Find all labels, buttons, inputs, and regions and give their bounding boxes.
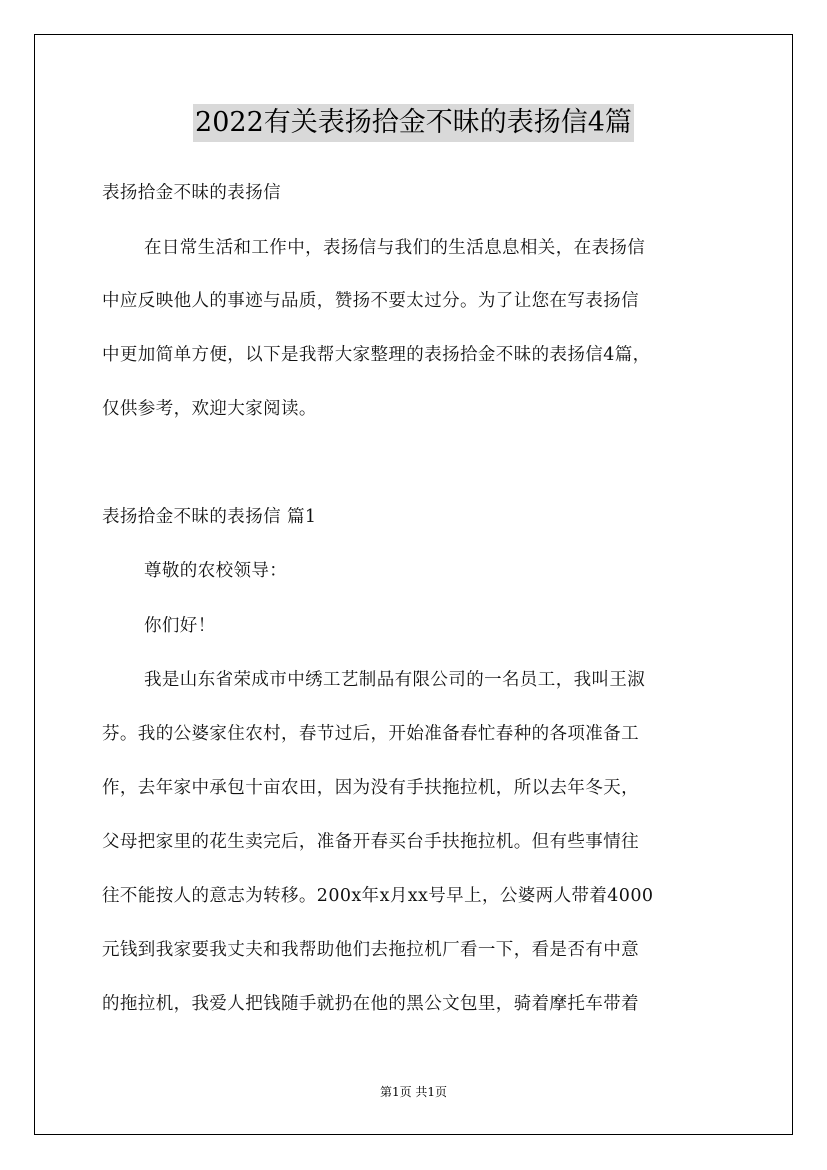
salutation: 尊敬的农校领导： — [144, 561, 288, 581]
document-title: 2022有关表扬拾金不昧的表扬信4篇 — [193, 104, 634, 142]
greeting: 你们好！ — [144, 616, 216, 636]
intro-heading: 表扬拾金不昧的表扬信 — [102, 183, 281, 203]
body-line-4: 父母把家里的花生卖完后，准备开春买台手扶拖拉机。但有些事情往 — [102, 832, 639, 852]
body-line-2: 芬。我的公婆家住农村，春节过后，开始准备春忙春种的各项准备工 — [102, 724, 639, 744]
intro-line-4: 仅供参考，欢迎大家阅读。 — [102, 399, 317, 419]
body-line-3: 作，去年家中承包十亩农田，因为没有手扶拖拉机，所以去年冬天， — [102, 778, 639, 798]
body-line-6: 元钱到我家要我丈夫和我帮助他们去拖拉机厂看一下，看是否有中意 — [102, 940, 639, 960]
body-line-7: 的拖拉机，我爱人把钱随手就扔在他的黑公文包里，骑着摩托车带着 — [102, 994, 639, 1014]
title-container — [0, 104, 827, 142]
body-line-5: 往不能按人的意志为转移。200x年x月xx号早上，公婆两人带着4000 — [102, 886, 654, 906]
page-footer: 第1页 共1页 — [379, 1085, 448, 1099]
intro-line-2: 中应反映他人的事迹与品质，赞扬不要太过分。为了让您在写表扬信 — [102, 291, 639, 311]
intro-line-1: 在日常生活和工作中，表扬信与我们的生活息息相关，在表扬信 — [144, 238, 646, 258]
body-line-1: 我是山东省荣成市中绣工艺制品有限公司的一名员工，我叫王淑 — [144, 670, 646, 690]
section-heading: 表扬拾金不昧的表扬信 篇1 — [102, 507, 317, 527]
intro-line-3: 中更加简单方便，以下是我帮大家整理的表扬拾金不昧的表扬信4篇， — [102, 345, 651, 365]
